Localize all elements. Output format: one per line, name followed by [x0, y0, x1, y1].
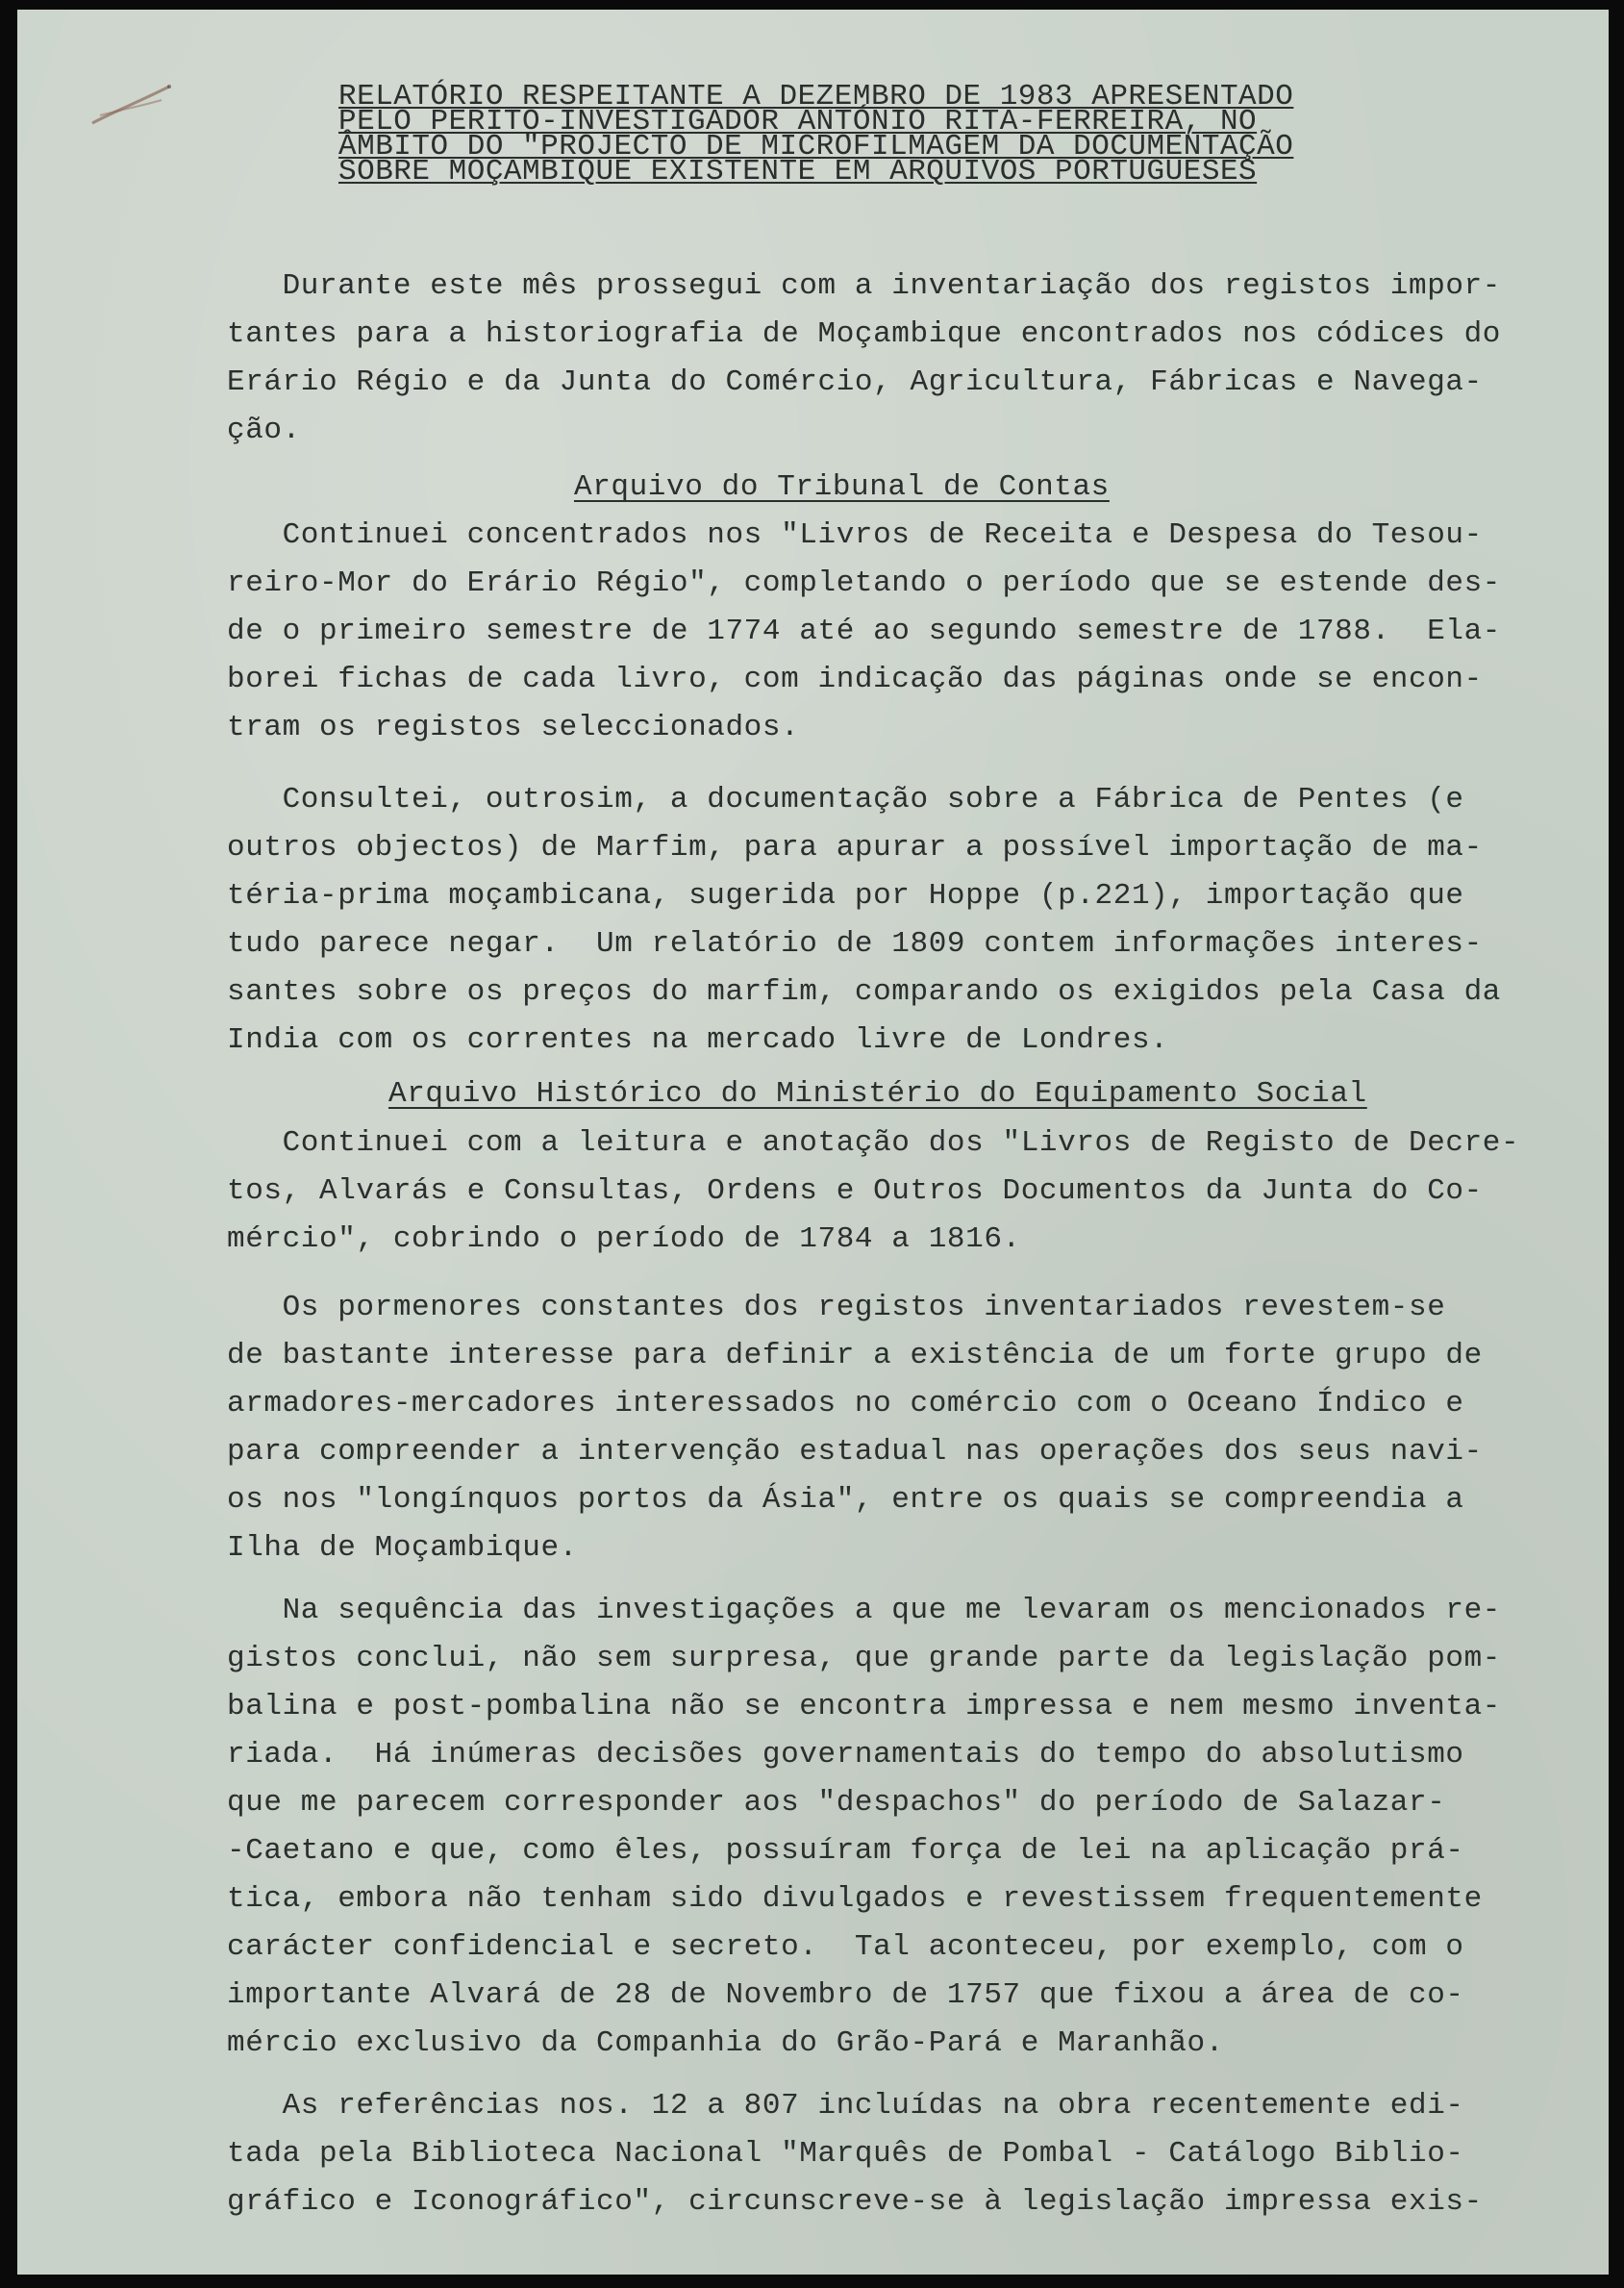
text-line: tantes para a historiografia de Moçambique encontrados nos códices do — [227, 317, 1502, 351]
text-line: Erário Régio e da Junta do Comércio, Agricultura, Fábricas e Navega- — [227, 365, 1483, 399]
text-line: armadores-mercadores interessados no comércio com o Oceano Índico e — [227, 1387, 1464, 1421]
ministerio-paragraph-3 — [227, 1587, 1592, 2068]
text-line: Na sequência das investigações a que me levaram os mencionados re- — [227, 1594, 1502, 1627]
section-heading-tribunal-de-contas: Arquivo do Tribunal de Contas — [574, 470, 1110, 504]
text-line: As referências nos. 12 a 807 incluídas na obra recentemente edi- — [227, 2089, 1464, 2123]
tribunal-paragraph-1 — [227, 512, 1592, 752]
text-line: os nos "longínquos portos da Ásia", entre os quais se compreendia a — [227, 1483, 1464, 1517]
text-line: importante Alvará de 28 de Novembro de 1757 que fixou a área de co- — [227, 1978, 1464, 2012]
text-line: Continuei concentrados nos "Livros de Receita e Despesa do Tesou- — [227, 518, 1483, 552]
report-title — [338, 80, 1396, 189]
text-line: gistos conclui, não sem surpresa, que grande parte da legislação pom- — [227, 1642, 1502, 1675]
tribunal-paragraph-2 — [227, 776, 1592, 1065]
ministerio-paragraph-2 — [227, 1284, 1592, 1572]
text-line: de bastante interesse para definir a existência de um forte grupo de — [227, 1339, 1483, 1372]
text-line: carácter confidencial e secreto. Tal aconteceu, por exemplo, com o — [227, 1930, 1464, 1964]
text-line: santes sobre os preços do marfim, comparando os exigidos pela Casa da — [227, 975, 1502, 1009]
text-line: -Caetano e que, como êles, possuíram força de lei na aplicação prá- — [227, 1834, 1464, 1868]
section-heading-ministerio-equipamento-social: Arquivo Histórico do Ministério do Equipamento Social — [388, 1077, 1367, 1111]
text-line: tos, Alvarás e Consultas, Ordens e Outros Documentos da Junta do Co- — [227, 1174, 1483, 1208]
text-line: reiro-Mor do Erário Régio", completando o período que se estende des- — [227, 566, 1502, 600]
intro-paragraph — [227, 263, 1592, 455]
text-line: que me parecem corresponder aos "despachos" do período de Salazar- — [227, 1786, 1446, 1820]
title-line: RELATÓRIO RESPEITANTE A DEZEMBRO DE 1983 APRESENTADO — [338, 80, 1294, 113]
text-line: tudo parece negar. Um relatório de 1809 contem informações interes- — [227, 927, 1483, 961]
text-line: Continuei com a leitura e anotação dos "Livros de Registo de Decre- — [227, 1126, 1520, 1160]
text-line: Os pormenores constantes dos registos inventariados revestem-se — [227, 1291, 1446, 1324]
text-line: Ilha de Moçambique. — [227, 1531, 578, 1565]
text-line: tram os registos seleccionados. — [227, 711, 800, 744]
title-line: ÂMBITO DO "PROJECTO DE MICROFILMAGEM DA DOCUMENTAÇÃO — [338, 130, 1294, 163]
ministerio-paragraph-4 — [227, 2082, 1592, 2226]
text-line: tada pela Biblioteca Nacional "Marquês de Pombal - Catálogo Biblio- — [227, 2137, 1464, 2171]
title-line: PELO PERITO-INVESTIGADOR ANTÓNIO RITA-FERREIRA, NO — [338, 105, 1258, 138]
text-line: para compreender a intervenção estadual nas operações dos seus navi- — [227, 1435, 1483, 1469]
text-line: téria-prima moçambicana, sugerida por Hoppe (p.221), importação que — [227, 879, 1464, 913]
text-line: riada. Há inúmeras decisões governamentais do tempo do absolutismo — [227, 1738, 1464, 1772]
text-line: Consultei, outrosim, a documentação sobre a Fábrica de Pentes (e — [227, 783, 1464, 817]
text-line: borei fichas de cada livro, com indicação das páginas onde se encon- — [227, 663, 1483, 696]
document-page — [17, 10, 1609, 2275]
text-line: mércio", cobrindo o período de 1784 a 1816. — [227, 1222, 1021, 1256]
text-line: India com os correntes na mercado livre de Londres. — [227, 1023, 1169, 1057]
text-line: outros objectos) de Marfim, para apurar a possível importação de ma- — [227, 831, 1483, 865]
text-line: balina e post-pombalina não se encontra impressa e nem mesmo inventa- — [227, 1690, 1502, 1723]
text-line: Durante este mês prossegui com a inventariação dos registos impor- — [227, 269, 1502, 303]
text-line: tica, embora não tenham sido divulgados e revestissem frequentemente — [227, 1882, 1483, 1916]
ink-smudge-mark — [73, 67, 188, 144]
ministerio-paragraph-1 — [227, 1119, 1592, 1264]
text-line: mércio exclusivo da Companhia do Grão-Pará e Maranhão. — [227, 2026, 1224, 2060]
text-line: de o primeiro semestre de 1774 até ao segundo semestre de 1788. Ela- — [227, 615, 1502, 648]
text-line: ção. — [227, 414, 301, 447]
title-line: SOBRE MOÇAMBIQUE EXISTENTE EM ARQUIVOS PORTUGUESES — [338, 155, 1258, 189]
text-line: gráfico e Iconográfico", circunscreve-se à legislação impressa exis- — [227, 2185, 1483, 2219]
